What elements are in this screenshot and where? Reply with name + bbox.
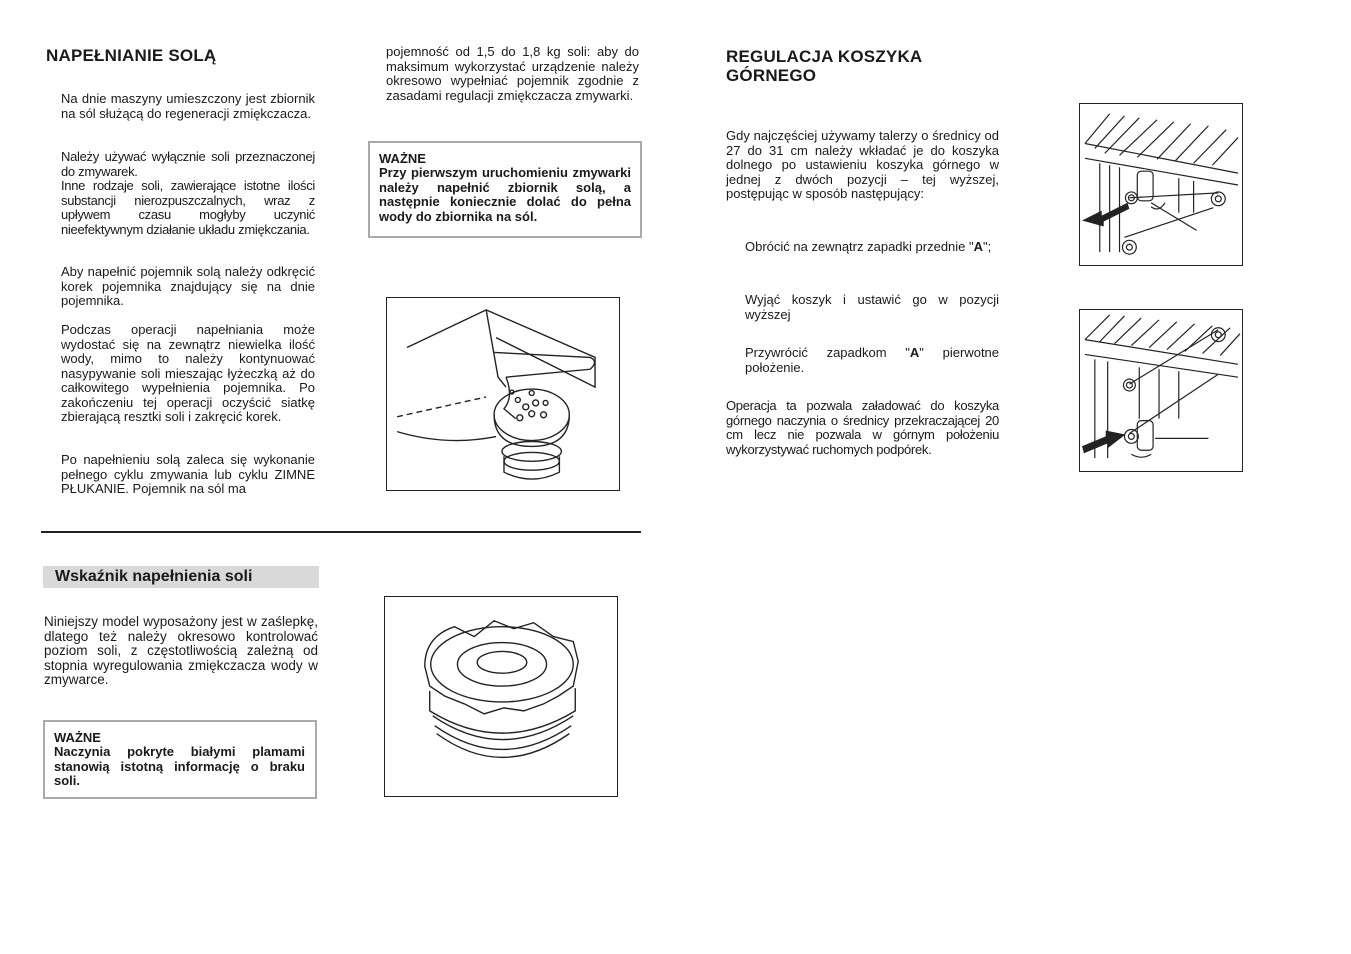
step-1-text: Obrócić na zewnątrz zapadki przednie ": [745, 239, 974, 254]
basket-latch-closed-drawing: [1080, 310, 1242, 471]
important-box-first-use: [368, 141, 642, 238]
step-3-text-end: " pierwotne położenie.: [745, 345, 1000, 375]
salt-para-1: Na dnie maszyny umieszczony jest zbiornik na sól służącą do regeneracji zmiękczacza.: [61, 91, 315, 121]
salt-cap-drawing: [385, 597, 617, 796]
basket-outro-text: Operacja ta pozwala załadować do koszyka górnego naczynia o średnicy przekraczającej 20 cm lecz nie pozwala w górnym położeniu wykorzystywać ruchomych podpórek.: [726, 398, 999, 457]
basket-section-title-line1: REGULACJA KOSZYKA: [726, 47, 923, 66]
basket-latch-closed-illustration: [1079, 309, 1243, 472]
salt-section-title: NAPEŁNIANIE SOLĄ: [46, 46, 217, 65]
step-1-label-a: A: [973, 239, 984, 254]
step-1-text-end: ";: [983, 239, 992, 254]
basket-section-title-line2: GÓRNEGO: [726, 66, 817, 85]
basket-latch-open-illustration: [1079, 103, 1243, 266]
important-label: WAŻNE: [379, 151, 426, 166]
important-box-white-spots: [43, 720, 317, 799]
basket-step-2: Wyjąć koszyk i ustawić go w pozycji wyższej: [745, 292, 999, 322]
important-text: Przy pierwszym uruchomieniu zmywarki należy napełnić zbiornik solą, a następnie koniecznie dolać do pełna wody do zbiornika na sól.: [379, 165, 631, 224]
salt-indicator-text: Niniejszy model wyposażony jest w zaślepkę, dlatego też należy okresowo kontrolować poziom soli, z częstotliwością zależną od stopnia wyregulowania zmiękczacza wody w zmywarce.: [44, 614, 318, 687]
salt-para-3: Aby napełnić pojemnik solą należy odkręcić korek pojemnika znajdujący się na dnie pojemnika.: [61, 264, 315, 308]
salt-para-4: Podczas operacji napełniania może wydostać się na zewnątrz niewielka ilość wody, mimo to należy kontynuować nasypywanie soli mieszając łyżeczką aż do całkowitego wypełnienia pojemnika. Po zakończeniu tej operacji oczyścić siatkę zbierającą resztki soli i zakręcić korek.: [61, 322, 315, 424]
salt-indicator-title: Wskaźnik napełnienia soli: [43, 566, 319, 588]
salt-para-2: Należy używać wyłącznie soli przeznaczonej do zmywarek. Inne rodzaje soli, zawierające istotne ilości substancji nierozpuszczalnych, wraz z upływem czasu mogłyby uczynić nieefektywnym działanie układu zmiękczania.: [61, 149, 315, 237]
salt-para-5: Po napełnieniu solą zaleca się wykonanie pełnego cyklu zmywania lub cyklu ZIMNE PŁUKANIE. Pojemnik na sól ma: [61, 452, 315, 496]
section-divider: [41, 531, 641, 533]
salt-pouring-drawing: [387, 298, 619, 490]
basket-latch-open-drawing: [1080, 104, 1242, 265]
salt-cap-illustration: [384, 596, 618, 797]
step-3-text: Przywrócić zapadkom ": [745, 345, 910, 360]
basket-intro-text: Gdy najczęściej używamy talerzy o średnicy od 27 do 31 cm należy wkładać je do koszyka dolnego po ustawieniu koszyka górnego w jednej z dwóch pozycji – tej wyższej, postępując w sposób następujący:: [726, 128, 999, 201]
basket-step-3: [745, 346, 999, 375]
important-label: WAŻNE: [54, 730, 101, 745]
step-3-label-a: A: [909, 345, 920, 360]
salt-capacity-text: pojemność od 1,5 do 1,8 kg soli: aby do maksimum wykorzystać urządzenie należy okresowo wypełniać pojemnik zgodnie z zasadami regulacji zmiękczacza zmywarki.: [386, 44, 639, 103]
basket-step-1: [745, 240, 999, 255]
important-text: Naczynia pokryte białymi plamami stanowią istotną informację o braku soli.: [54, 744, 305, 788]
salt-pouring-illustration: [386, 297, 620, 491]
